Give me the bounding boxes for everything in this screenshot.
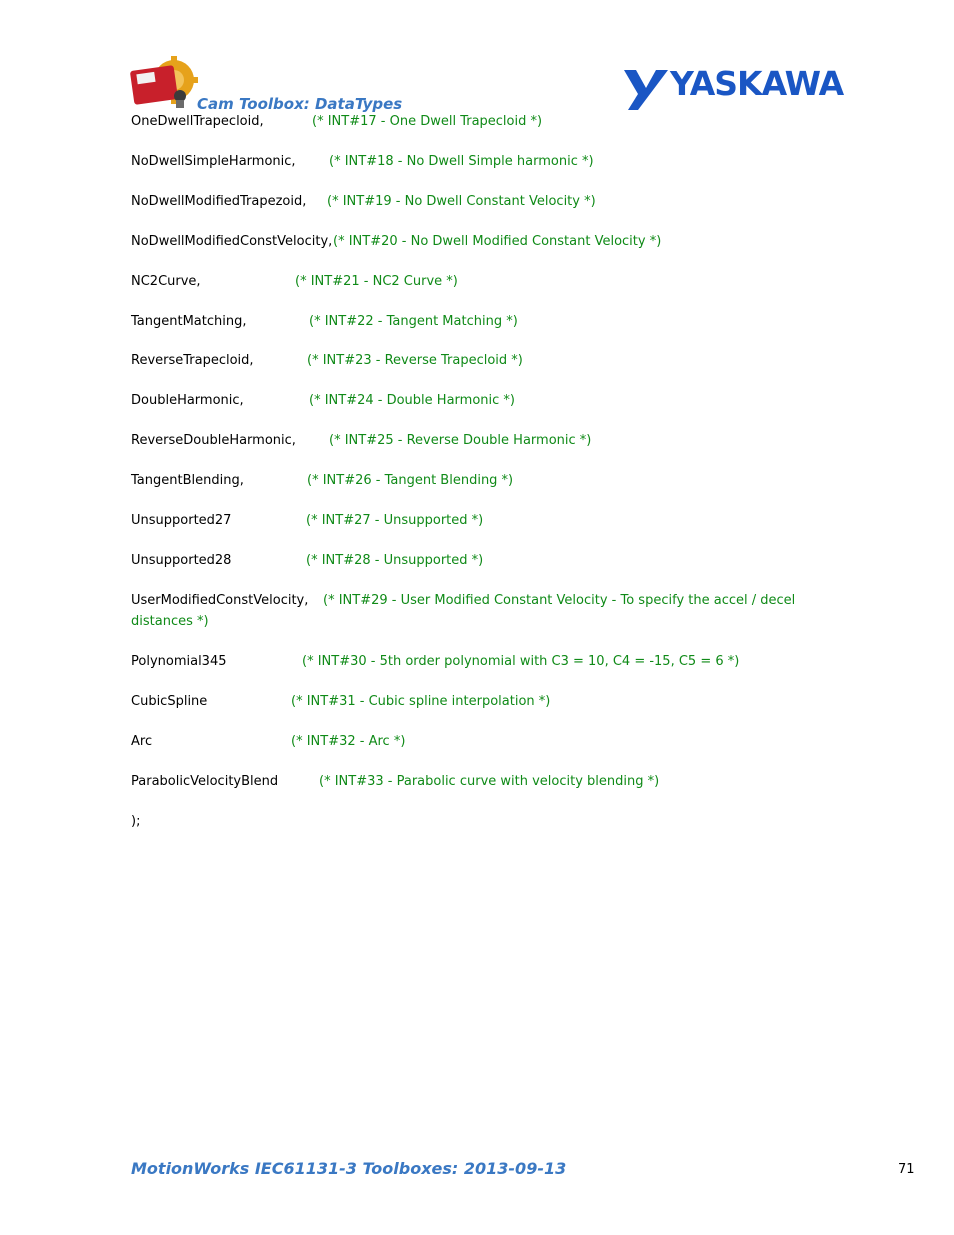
enum-identifier: Unsupported28 [131,553,232,568]
section-title: Cam Toolbox: DataTypes [197,95,403,113]
enum-comment: (* INT#23 - Reverse Trapecloid *) [307,353,523,368]
enum-identifier: ParabolicVelocityBlend [131,774,279,789]
enum-identifier: DoubleHarmonic, [131,393,244,408]
enum-identifier: ReverseTrapecloid, [131,353,254,368]
enum-identifier: NC2Curve, [131,274,201,289]
enum-comment: (* INT#31 - Cubic spline interpolation *) [291,694,551,709]
page-number: 71 [898,1162,915,1177]
enum-identifier: NoDwellSimpleHarmonic, [131,154,296,169]
enum-identifier: Unsupported27 [131,513,232,528]
enum-identifier: UserModifiedConstVelocity, [131,593,309,608]
code-closing: ); [131,814,141,829]
enum-comment: (* INT#22 - Tangent Matching *) [309,314,518,329]
enum-identifier: TangentMatching, [131,314,247,329]
enum-comment: (* INT#25 - Reverse Double Harmonic *) [329,433,592,448]
enum-comment: (* INT#18 - No Dwell Simple harmonic *) [329,154,594,169]
enum-comment: (* INT#29 - User Modified Constant Velocity - To specify the accel / decel [323,593,796,608]
enum-comment: (* INT#19 - No Dwell Constant Velocity *) [327,194,596,209]
enum-identifier: CubicSpline [131,694,208,709]
enum-comment: (* INT#30 - 5th order polynomial with C3 = 10, C4 = -15, C5 = 6 *) [302,654,740,669]
enum-identifier: Arc [131,734,153,749]
enum-comment: (* INT#24 - Double Harmonic *) [309,393,515,408]
enum-comment: (* INT#28 - Unsupported *) [306,553,484,568]
enum-comment: (* INT#26 - Tangent Blending *) [307,473,514,488]
enum-comment: (* INT#32 - Arc *) [291,734,406,749]
footer-title: MotionWorks IEC61131-3 Toolboxes: 2013-09-13 [131,1159,567,1178]
enum-comment: (* INT#27 - Unsupported *) [306,513,484,528]
enum-identifier: OneDwellTrapecloid, [131,114,264,129]
enum-identifier: ReverseDoubleHarmonic, [131,433,296,448]
enum-comment: (* INT#21 - NC2 Curve *) [295,274,458,289]
toolbox-logo-icon [130,56,200,112]
enum-comment: (* INT#33 - Parabolic curve with velocity blending *) [319,774,660,789]
enum-identifier: NoDwellModifiedTrapezoid, [131,194,307,209]
enum-identifier: NoDwellModifiedConstVelocity, [131,234,333,249]
enum-comment-continuation: distances *) [131,614,209,629]
enum-comment: (* INT#17 - One Dwell Trapecloid *) [312,114,543,129]
enum-identifier: TangentBlending, [131,473,244,488]
enum-comment: (* INT#20 - No Dwell Modified Constant Velocity *) [333,234,662,249]
brand-name: YASKAWA [670,64,844,103]
enum-identifier: Polynomial345 [131,654,227,669]
